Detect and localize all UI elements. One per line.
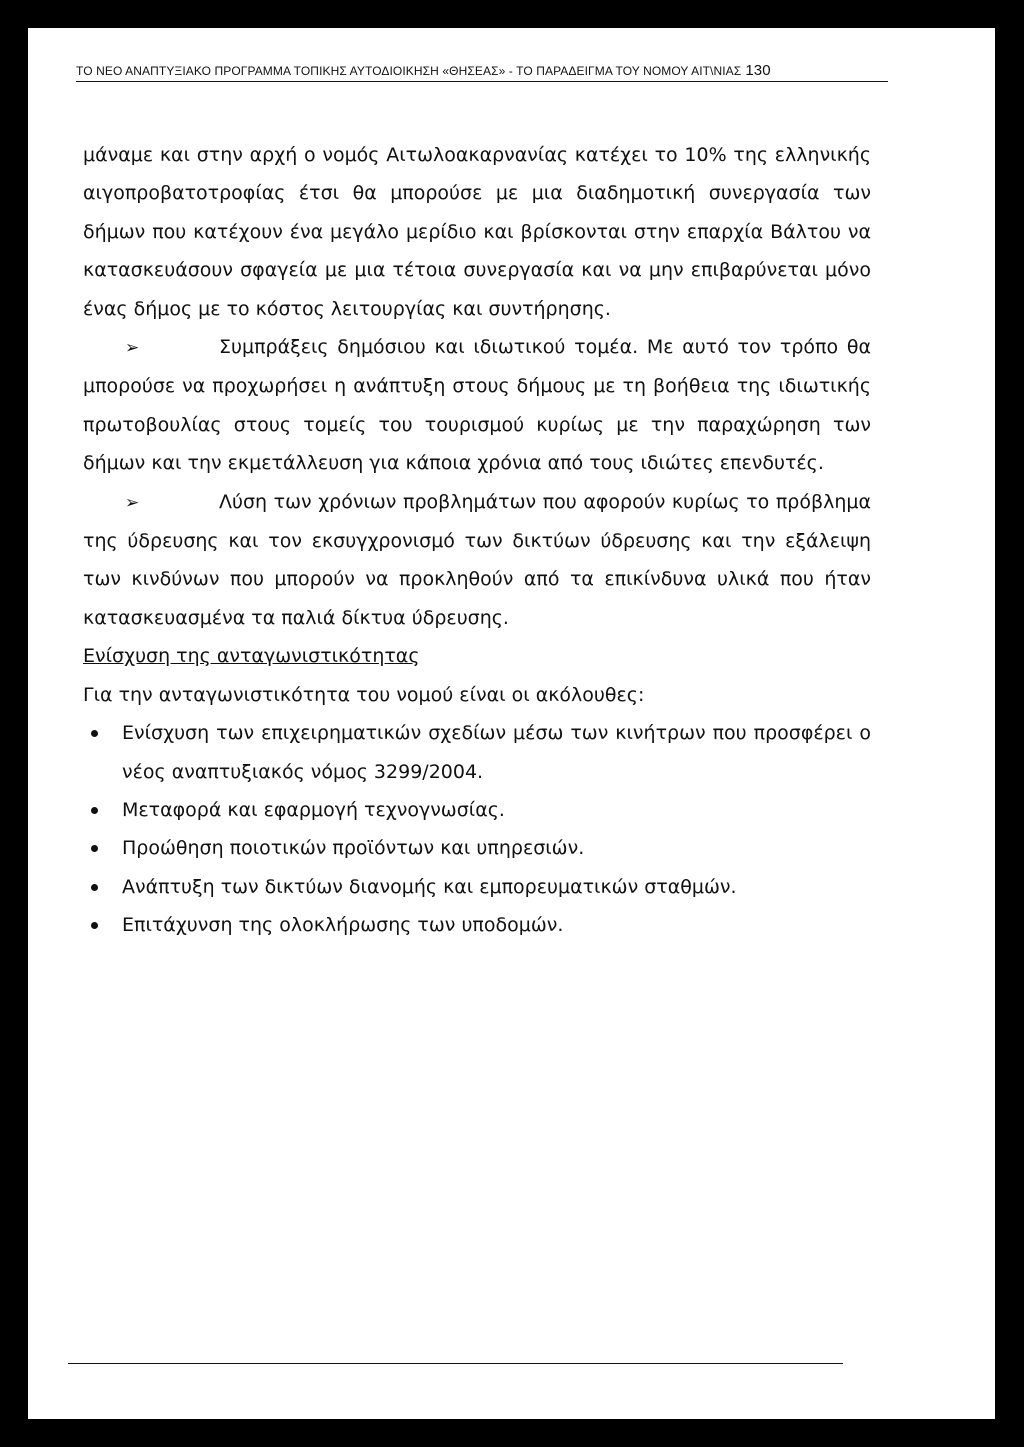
document-page <box>28 28 995 1419</box>
bullet-list <box>83 714 871 944</box>
section-intro: Για την ανταγωνιστικότητα του νομού είναι οι ακόλουθες: <box>83 683 645 706</box>
arrow-item-1 <box>83 328 871 483</box>
arrow-bullet-icon: ➢ <box>125 492 140 513</box>
arrow-bullet-icon: ➢ <box>125 338 140 359</box>
section-heading: Ενίσχυση της ανταγωνιστικότητας <box>83 645 420 668</box>
list-item: Προώθηση ποιοτικών προϊόντων και υπηρεσιών. <box>83 829 871 867</box>
arrow-item-text: Λύση των χρόνιων προβλημάτων που αφορούν κυρίως το πρόβλημα της ύδρευσης και τον εκσυγχρονισμό των δικτύων ύδρευσης και την εξάλειψη των κινδύνων που μπορούν να προκληθούν από τα επικίνδυνα υλικά που ήταν κατασκευασμένα τα παλιά δίκτυα ύδρευσης. <box>83 490 871 629</box>
arrow-item-text: Συμπράξεις δημόσιου και ιδιωτικού τομέα. Με αυτό τον τρόπο θα μπορούσε να προχωρήσει η ανάπτυξη στους δήμους με τη βοήθεια της ιδιωτικής πρωτοβουλίας στους τομείς του τουρισμού κυρίως με την παραχώρηση των δήμων και την εκμετάλλευση για κάποια χρόνια από τους ιδιώτες επενδυτές. <box>83 336 871 475</box>
list-item: Ενίσχυση των επιχειρηματικών σχεδίων μέσω των κινήτρων που προσφέρει ο νέος αναπτυξιακός νόμος 3299/2004. <box>83 714 871 791</box>
header-title: ΤΟ ΝΕΟ ΑΝΑΠΤΥΞΙΑΚΟ ΠΡΟΓΡΑΜΜΑ ΤΟΠΙΚΗΣ ΑΥΤΟΔΙΟΙΚΗΣΗ «ΘΗΣΕΑΣ» - ΤΟ ΠΑΡΑΔΕΙΓΜΑ ΤΟΥ ΝΟΜΟΥ ΑΙΤ\ΝΙΑΣ <box>76 64 742 78</box>
intro-paragraph: μάναμε και στην αρχή ο νομός Αιτωλοακαρνανίας κατέχει το 10% της ελληνικής αιγοπροβατοτροφίας έτσι θα μπορούσε με μια διαδημοτική συνεργασία των δήμων που κατέχουν ένα μεγάλο μερίδιο και βρίσκονται στην επαρχία Βάλτου να κατασκευάσουν σφαγεία με μια τέτοια συνεργασία και να μην επιβαρύνεται μόνο ένας δήμος με το κόστος λειτουργίας και συντήρησης. <box>83 144 871 320</box>
list-item: Μεταφορά και εφαρμογή τεχνογνωσίας. <box>83 791 871 829</box>
page-number: 130 <box>745 62 771 79</box>
document-body <box>83 136 871 945</box>
list-item: Ανάπτυξη των δικτύων διανομής και εμπορευματικών σταθμών. <box>83 868 871 906</box>
list-item: Επιτάχυνση της ολοκλήρωσης των υποδομών. <box>83 906 871 944</box>
arrow-item-2 <box>83 483 871 638</box>
footer-divider <box>68 1363 843 1364</box>
running-header <box>76 62 888 82</box>
